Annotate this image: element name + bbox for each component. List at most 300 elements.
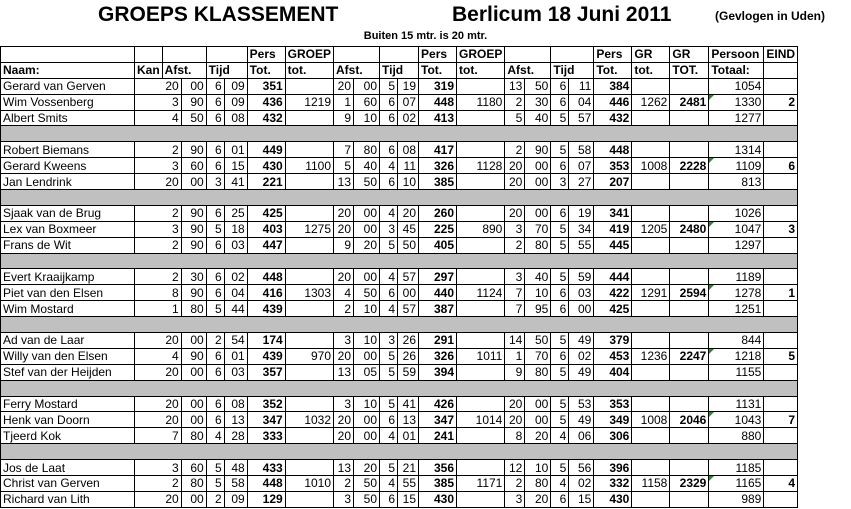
afstand-2b: 00 (354, 412, 380, 428)
tijd-1-sec: 09 (224, 78, 247, 94)
tijd-1-min: 6 (206, 237, 224, 253)
participant-name: Robert Biemans (1, 142, 135, 158)
subtitle: Buiten 15 mtr. is 20 mtr. (363, 30, 488, 42)
pers-total-1: 174 (247, 333, 285, 349)
separator-cell (1, 126, 798, 142)
gr-total (632, 237, 670, 253)
afstand-2b: 50 (354, 174, 380, 190)
comment-indicator-icon[interactable] (709, 412, 714, 417)
afstand-1: 00 (181, 78, 206, 94)
pers-total-2: 291 (419, 333, 457, 349)
table-row (1, 476, 798, 492)
afstand-3a: 1 (505, 348, 525, 364)
gr-grand-total (670, 364, 709, 380)
header-cell: Tijd (551, 62, 594, 78)
tijd-3-sec: 15 (569, 491, 594, 507)
persoon-totaal: 989 (709, 491, 764, 507)
afstand-3b: 10 (525, 460, 551, 476)
kan-cell: 2 (135, 237, 182, 253)
tijd-3-sec: 49 (569, 333, 594, 349)
tijd-3-sec: 55 (569, 237, 594, 253)
afstand-2a: 20 (334, 221, 354, 237)
pers-total-1: 449 (247, 142, 285, 158)
tijd-3-sec: 49 (569, 364, 594, 380)
groep-total-1 (285, 460, 333, 476)
pers-total-3: 425 (594, 301, 632, 317)
tijd-1-sec: 41 (224, 174, 247, 190)
afstand-3b: 00 (525, 205, 551, 221)
kan-cell: 2 (135, 269, 182, 285)
afstand-3b: 00 (525, 174, 551, 190)
comment-indicator-icon[interactable] (709, 222, 714, 227)
header-cell (135, 47, 163, 63)
gr-grand-total (670, 460, 709, 476)
gr-total (632, 396, 670, 412)
tijd-1-min: 6 (206, 412, 224, 428)
persoon-totaal: 1314 (709, 142, 764, 158)
tijd-3-min: 6 (551, 78, 569, 94)
header-cell: TOT. (670, 62, 709, 78)
afstand-2b: 20 (354, 460, 380, 476)
tijd-3-min: 5 (551, 221, 569, 237)
tijd-1-sec: 58 (224, 476, 247, 492)
participant-name: Piet van den Elsen (1, 285, 135, 301)
afstand-3a: 20 (505, 205, 525, 221)
pers-total-1: 221 (247, 174, 285, 190)
pers-total-1: 447 (247, 237, 285, 253)
tijd-3-sec: 04 (569, 94, 594, 110)
tijd-1-min: 6 (206, 78, 224, 94)
kan-cell: 20 (135, 333, 182, 349)
afstand-3b: 40 (525, 110, 551, 126)
gr-total: 1008 (632, 158, 670, 174)
separator-cell (1, 253, 798, 269)
separator-row (1, 126, 798, 142)
tijd-2-min: 5 (380, 396, 398, 412)
pers-total-2: 394 (419, 364, 457, 380)
tijd-1-min: 6 (206, 110, 224, 126)
participant-name: Gerard van Gerven (1, 78, 135, 94)
afstand-3a: 3 (505, 221, 525, 237)
location-note: (Gevlogen in Uden) (715, 9, 826, 23)
pers-total-2: 448 (419, 94, 457, 110)
tijd-3-min: 5 (551, 269, 569, 285)
pers-total-1: 352 (247, 396, 285, 412)
groep-total-2 (457, 205, 505, 221)
tijd-1-min: 6 (206, 348, 224, 364)
afstand-3a: 14 (505, 333, 525, 349)
groep-total-1 (285, 428, 333, 444)
pers-total-3: 207 (594, 174, 632, 190)
afstand-2b: 05 (354, 364, 380, 380)
gr-grand-total: 2247 (670, 348, 709, 364)
persoon-totaal: 1185 (709, 460, 764, 476)
tijd-1-min: 2 (206, 491, 224, 507)
tijd-3-min: 5 (551, 364, 569, 380)
persoon-totaal: 1278 (709, 285, 764, 301)
afstand-2a: 5 (334, 158, 354, 174)
persoon-totaal: 1330 (709, 94, 764, 110)
afstand-1: 90 (181, 348, 206, 364)
header-cell: Tot. (419, 62, 457, 78)
afstand-2b: 50 (354, 476, 380, 492)
pers-total-3: 306 (594, 428, 632, 444)
tijd-1-sec: 15 (224, 158, 247, 174)
groep-total-1 (285, 174, 333, 190)
header-cell: GROEP (285, 47, 333, 63)
gr-grand-total (670, 110, 709, 126)
eind-rank (764, 396, 798, 412)
afstand-3a: 12 (505, 460, 525, 476)
afstand-1: 50 (181, 110, 206, 126)
afstand-1: 90 (181, 94, 206, 110)
tijd-3-sec: 19 (569, 205, 594, 221)
gr-grand-total: 2481 (670, 94, 709, 110)
tijd-1-sec: 03 (224, 237, 247, 253)
tijd-3-min: 5 (551, 460, 569, 476)
groep-total-1 (285, 269, 333, 285)
pers-total-3: 446 (594, 94, 632, 110)
pers-total-1: 416 (247, 285, 285, 301)
tijd-1-sec: 54 (224, 333, 247, 349)
afstand-1: 00 (181, 174, 206, 190)
afstand-2a: 3 (334, 333, 354, 349)
eind-rank (764, 205, 798, 221)
afstand-2a: 13 (334, 460, 354, 476)
header-cell: Tot. (247, 62, 285, 78)
header-cell: Pers (419, 47, 457, 63)
header-cell: GR (632, 47, 670, 63)
groep-total-1 (285, 110, 333, 126)
tijd-2-sec: 59 (398, 364, 419, 380)
table-row (1, 491, 798, 507)
separator-row (1, 444, 798, 460)
tijd-3-sec: 49 (569, 412, 594, 428)
pers-total-3: 422 (594, 285, 632, 301)
header-cell: Pers (594, 47, 632, 63)
separator-cell (1, 380, 798, 396)
pers-total-1: 347 (247, 412, 285, 428)
pers-total-2: 297 (419, 269, 457, 285)
gr-grand-total: 2594 (670, 285, 709, 301)
afstand-2b: 10 (354, 396, 380, 412)
header-cell: Afst. (334, 62, 380, 78)
tijd-2-min: 5 (380, 364, 398, 380)
tijd-2-sec: 02 (398, 110, 419, 126)
pers-total-3: 419 (594, 221, 632, 237)
table-row (1, 221, 798, 237)
header-cell (505, 47, 551, 63)
pers-total-1: 403 (247, 221, 285, 237)
kan-cell: 20 (135, 396, 182, 412)
afstand-3b: 50 (525, 333, 551, 349)
header-cell: Afst. (505, 62, 551, 78)
groep-total-1: 1303 (285, 285, 333, 301)
participant-name: Richard van Lith (1, 491, 135, 507)
gr-grand-total: 2329 (670, 476, 709, 492)
table-row (1, 110, 798, 126)
table-row (1, 78, 798, 94)
afstand-1: 90 (181, 237, 206, 253)
header-cell: Tot. (594, 62, 632, 78)
tijd-3-min: 6 (551, 301, 569, 317)
eind-rank (764, 174, 798, 190)
pers-total-2: 430 (419, 491, 457, 507)
eind-rank: 7 (764, 412, 798, 428)
header-cell: GROEP (457, 47, 505, 63)
tijd-1-min: 6 (206, 158, 224, 174)
eind-rank: 1 (764, 285, 798, 301)
tijd-1-min: 6 (206, 364, 224, 380)
groep-total-1 (285, 333, 333, 349)
groep-total-1 (285, 491, 333, 507)
afstand-3b: 80 (525, 237, 551, 253)
afstand-3b: 80 (525, 364, 551, 380)
tijd-2-min: 6 (380, 110, 398, 126)
afstand-1: 30 (181, 269, 206, 285)
afstand-2a: 4 (334, 285, 354, 301)
eind-rank (764, 301, 798, 317)
tijd-1-min: 6 (206, 142, 224, 158)
tijd-1-min: 6 (206, 396, 224, 412)
afstand-3b: 20 (525, 491, 551, 507)
afstand-2b: 10 (354, 110, 380, 126)
afstand-3a: 8 (505, 428, 525, 444)
header-cell: Totaal: (709, 62, 764, 78)
afstand-1: 80 (181, 476, 206, 492)
groep-total-2: 1128 (457, 158, 505, 174)
groep-total-1: 1032 (285, 412, 333, 428)
table-row (1, 205, 798, 221)
afstand-3b: 20 (525, 428, 551, 444)
tijd-2-min: 3 (380, 221, 398, 237)
afstand-3a: 3 (505, 269, 525, 285)
afstand-1: 90 (181, 205, 206, 221)
kan-cell: 7 (135, 428, 182, 444)
gr-grand-total (670, 142, 709, 158)
persoon-totaal: 1109 (709, 158, 764, 174)
gr-grand-total (670, 174, 709, 190)
kan-cell: 2 (135, 142, 182, 158)
separator-cell (1, 444, 798, 460)
pers-total-3: 448 (594, 142, 632, 158)
header-cell (206, 47, 247, 63)
gr-grand-total (670, 491, 709, 507)
groep-total-1 (285, 364, 333, 380)
afstand-3a: 2 (505, 237, 525, 253)
pers-total-2: 413 (419, 110, 457, 126)
pers-total-3: 404 (594, 364, 632, 380)
tijd-3-sec: 27 (569, 174, 594, 190)
pers-total-3: 379 (594, 333, 632, 349)
afstand-3b: 00 (525, 412, 551, 428)
header-cell: Kan (135, 62, 163, 78)
tijd-3-sec: 53 (569, 396, 594, 412)
pers-total-2: 385 (419, 476, 457, 492)
groep-total-2: 1171 (457, 476, 505, 492)
afstand-3a: 7 (505, 285, 525, 301)
eind-rank: 2 (764, 94, 798, 110)
pers-total-2: 385 (419, 174, 457, 190)
persoon-totaal: 1155 (709, 364, 764, 380)
participant-name: Wim Mostard (1, 301, 135, 317)
tijd-2-min: 4 (380, 428, 398, 444)
tijd-2-min: 6 (380, 94, 398, 110)
gr-total: 1291 (632, 285, 670, 301)
persoon-totaal: 880 (709, 428, 764, 444)
comment-indicator-icon[interactable] (709, 349, 714, 354)
groep-total-1 (285, 205, 333, 221)
header-cell: tot. (457, 62, 505, 78)
kan-cell: 20 (135, 491, 182, 507)
comment-indicator-icon[interactable] (709, 285, 714, 290)
tijd-1-sec: 01 (224, 348, 247, 364)
tijd-3-sec: 34 (569, 221, 594, 237)
eind-rank (764, 269, 798, 285)
gr-total: 1236 (632, 348, 670, 364)
persoon-totaal: 1277 (709, 110, 764, 126)
eind-rank (764, 491, 798, 507)
tijd-2-sec: 57 (398, 301, 419, 317)
tijd-3-min: 5 (551, 333, 569, 349)
tijd-1-sec: 02 (224, 269, 247, 285)
gr-grand-total (670, 428, 709, 444)
tijd-1-sec: 03 (224, 364, 247, 380)
participant-name: Jan Lendrink (1, 174, 135, 190)
table-row (1, 460, 798, 476)
persoon-totaal: 1251 (709, 301, 764, 317)
pers-total-2: 387 (419, 301, 457, 317)
groep-total-2: 1014 (457, 412, 505, 428)
pers-total-3: 445 (594, 237, 632, 253)
afstand-3a: 20 (505, 158, 525, 174)
groep-total-2 (457, 460, 505, 476)
participant-name: Lex van Boxmeer (1, 221, 135, 237)
pers-total-3: 444 (594, 269, 632, 285)
gr-total: 1205 (632, 221, 670, 237)
afstand-2a: 20 (334, 348, 354, 364)
pers-total-1: 432 (247, 110, 285, 126)
tijd-3-min: 6 (551, 348, 569, 364)
gr-total (632, 428, 670, 444)
tijd-2-sec: 01 (398, 428, 419, 444)
tijd-2-min: 4 (380, 301, 398, 317)
afstand-2a: 20 (334, 428, 354, 444)
pers-total-3: 453 (594, 348, 632, 364)
kan-cell: 2 (135, 205, 182, 221)
pers-total-3: 341 (594, 205, 632, 221)
gr-total: 1262 (632, 94, 670, 110)
afstand-2a: 2 (334, 476, 354, 492)
tijd-2-sec: 41 (398, 396, 419, 412)
header-cell: Naam: (1, 62, 135, 78)
afstand-1: 00 (181, 364, 206, 380)
tijd-2-min: 5 (380, 237, 398, 253)
tijd-2-sec: 50 (398, 237, 419, 253)
afstand-3b: 40 (525, 269, 551, 285)
tijd-2-min: 4 (380, 158, 398, 174)
tijd-1-min: 6 (206, 94, 224, 110)
participant-name: Wim Vossenberg (1, 94, 135, 110)
tijd-1-min: 3 (206, 174, 224, 190)
tijd-2-min: 5 (380, 460, 398, 476)
pers-total-3: 349 (594, 412, 632, 428)
header-cell (334, 47, 380, 63)
separator-cell (1, 190, 798, 206)
table-row (1, 428, 798, 444)
pers-total-1: 430 (247, 158, 285, 174)
participant-name: Henk van Doorn (1, 412, 135, 428)
persoon-totaal: 813 (709, 174, 764, 190)
pers-total-1: 357 (247, 364, 285, 380)
tijd-3-sec: 57 (569, 110, 594, 126)
afstand-1: 90 (181, 285, 206, 301)
header-cell: GR (670, 47, 709, 63)
comment-indicator-icon[interactable] (709, 476, 714, 481)
comment-indicator-icon[interactable] (709, 158, 714, 163)
gr-grand-total: 2480 (670, 221, 709, 237)
groep-total-2: 1180 (457, 94, 505, 110)
eind-rank (764, 364, 798, 380)
afstand-1: 90 (181, 142, 206, 158)
tijd-2-sec: 57 (398, 269, 419, 285)
afstand-2b: 10 (354, 333, 380, 349)
participant-name: Albert Smits (1, 110, 135, 126)
kan-cell: 2 (135, 476, 182, 492)
afstand-2b: 60 (354, 94, 380, 110)
pers-total-1: 433 (247, 460, 285, 476)
participant-name: Stef van der Heijden (1, 364, 135, 380)
afstand-2a: 3 (334, 491, 354, 507)
pers-total-1: 436 (247, 94, 285, 110)
groep-total-2: 1011 (457, 348, 505, 364)
afstand-1: 60 (181, 460, 206, 476)
tijd-2-sec: 10 (398, 174, 419, 190)
afstand-3b: 00 (525, 396, 551, 412)
afstand-3b: 70 (525, 221, 551, 237)
tijd-2-min: 3 (380, 333, 398, 349)
tijd-2-min: 6 (380, 174, 398, 190)
table-row (1, 348, 798, 364)
table-body (1, 47, 798, 508)
afstand-2b: 00 (354, 269, 380, 285)
afstand-2a: 20 (334, 412, 354, 428)
tijd-3-min: 5 (551, 110, 569, 126)
separator-row (1, 380, 798, 396)
eind-rank (764, 142, 798, 158)
separator-row (1, 317, 798, 333)
gr-total (632, 110, 670, 126)
pers-total-2: 356 (419, 460, 457, 476)
eind-rank: 6 (764, 158, 798, 174)
comment-indicator-icon[interactable] (709, 95, 714, 100)
gr-total: 1158 (632, 476, 670, 492)
table-row (1, 94, 798, 110)
groep-total-2 (457, 237, 505, 253)
pers-total-2: 326 (419, 158, 457, 174)
gr-grand-total (670, 237, 709, 253)
pers-total-1: 425 (247, 205, 285, 221)
groep-total-1 (285, 78, 333, 94)
afstand-3a: 7 (505, 301, 525, 317)
pers-total-2: 426 (419, 396, 457, 412)
tijd-1-min: 4 (206, 428, 224, 444)
kan-cell: 20 (135, 78, 182, 94)
tijd-2-sec: 20 (398, 205, 419, 221)
gr-total: 1008 (632, 412, 670, 428)
tijd-1-min: 6 (206, 285, 224, 301)
afstand-2a: 1 (334, 94, 354, 110)
